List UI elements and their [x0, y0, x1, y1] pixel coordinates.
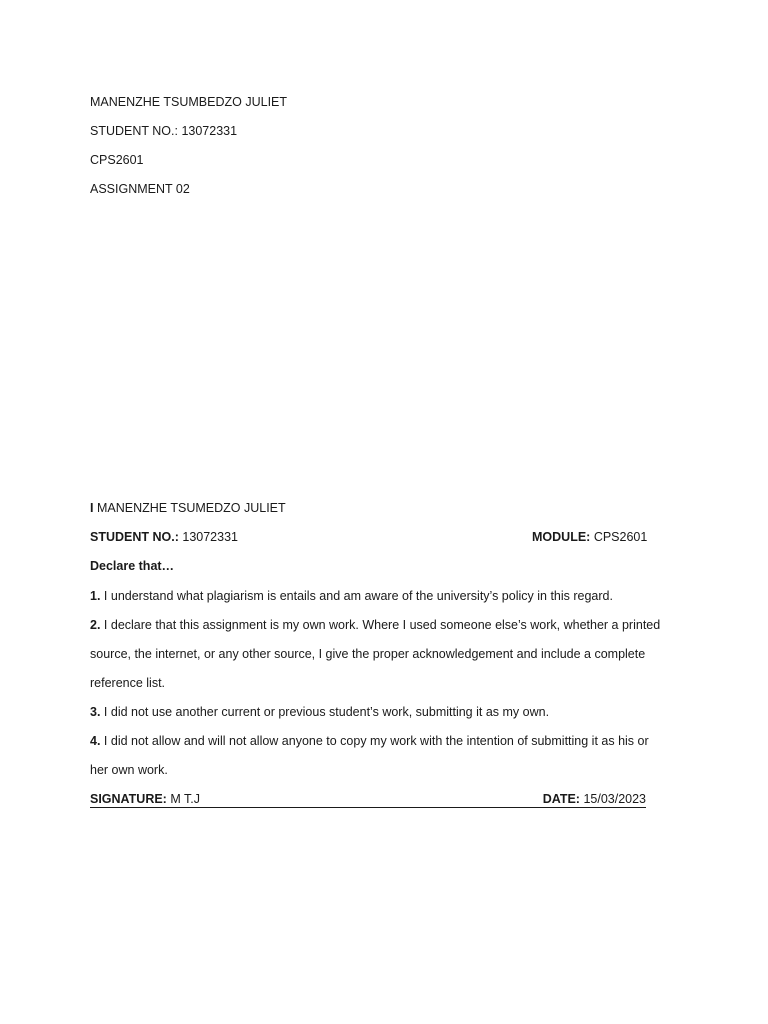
item-number: 4. — [90, 734, 101, 748]
declare-heading: Declare that… — [90, 559, 175, 573]
declaration-item-4 — [90, 733, 649, 749]
date-value: 15/03/2023 — [583, 792, 646, 806]
declaration-student-label: STUDENT NO.: — [90, 530, 179, 544]
assignment-title: ASSIGNMENT 02 — [90, 182, 190, 196]
signature-row — [90, 791, 646, 808]
declaration-item-2 — [90, 617, 660, 633]
declaration-item-4-line-2: her own work. — [90, 763, 168, 777]
item-text: I understand what plagiarism is entails and am aware of the university’s policy in this regard. — [103, 589, 613, 603]
declaration-item-1 — [90, 588, 613, 604]
declaration-module-value: CPS2601 — [593, 530, 648, 544]
declaration-module-label: MODULE: — [532, 530, 591, 544]
item-number: 1. — [90, 589, 101, 603]
item-text: I declare that this assignment is my own work. Where I used someone else’s work, whether a printed — [103, 618, 661, 632]
date-field — [543, 791, 646, 807]
declaration-i-label: I — [90, 501, 94, 515]
student-number: STUDENT NO.: 13072331 — [90, 124, 238, 138]
item-text: I did not allow and will not allow anyone to copy my work with the intention of submitting it as his or — [103, 734, 649, 748]
signature-label: SIGNATURE: — [90, 792, 167, 806]
declaration-item-2-line-3: reference list. — [90, 676, 166, 690]
declaration-name-line — [90, 500, 286, 516]
item-number: 2. — [90, 618, 101, 632]
declaration-student-number — [90, 529, 238, 545]
module-code: CPS2601 — [90, 153, 144, 167]
student-name: MANENZHE TSUMBEDZO JULIET — [90, 95, 288, 109]
date-label: DATE: — [542, 792, 580, 806]
declaration-item-3 — [90, 704, 549, 720]
item-number: 3. — [90, 705, 101, 719]
declaration-module — [532, 529, 647, 545]
declaration-name: MANENZHE TSUMEDZO JULIET — [96, 501, 286, 515]
declaration-student-value: 13072331 — [182, 530, 238, 544]
declaration-item-2-line-2: source, the internet, or any other source, I give the proper acknowledgement and include a complete — [90, 647, 646, 661]
item-text: I did not use another current or previous student’s work, submitting it as my own. — [103, 705, 550, 719]
signature-value: M T.J — [170, 792, 200, 806]
